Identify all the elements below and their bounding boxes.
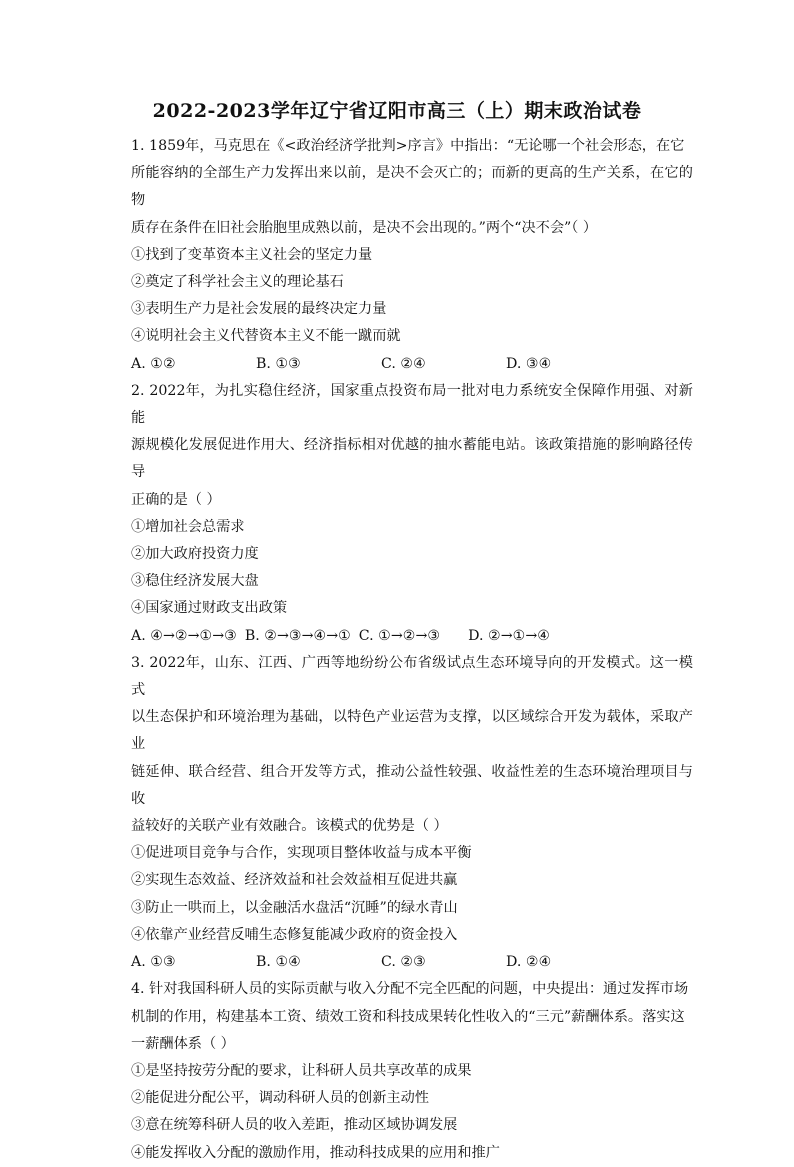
question-stem-line: 链延伸、联合经营、组合开发等方式，推动公益性较强、收益性差的生态环境治理项目与收	[131, 763, 693, 807]
answer-choices	[131, 351, 693, 378]
question-stem-line: 所能容纳的全部生产力发挥出来以前，是决不会灭亡的；而新的更高的生产关系，在它的物	[131, 165, 693, 209]
question-stem-line: 2. 2022年，为扎实稳住经济，国家重点投资布局一批对电力系统安全保障作用强、对新能	[131, 382, 693, 427]
question-stem-line: 以生态保护和环境治理为基础，以特色产业运营为支撑，以区域综合开发为载体，采取产业	[131, 709, 693, 753]
question-stem-line: 一薪酬体系（ ）	[131, 1035, 235, 1052]
statement-option: ④说明社会主义代替资本主义不能一蹴而就	[131, 328, 401, 345]
answer-choices	[131, 949, 693, 976]
statement-option: ③稳住经济发展大盘	[131, 573, 259, 590]
answer-choices	[131, 623, 693, 650]
question-stem-line: 正确的是（ ）	[131, 491, 221, 508]
statement-option: ①增加社会总需求	[131, 518, 245, 535]
statement-option: ②加大政府投资力度	[131, 546, 259, 563]
statement-option: ①找到了变革资本主义社会的坚定力量	[131, 246, 373, 263]
choice-b: B. ①④	[256, 954, 301, 971]
question-1	[131, 133, 693, 378]
question-stem-line: 源规模化发展促进作用大、经济指标相对优越的抽水蓄能电站。该政策措施的影响路径传导	[131, 437, 693, 481]
question-stem-line: 4. 针对我国科研人员的实际贡献与收入分配不完全匹配的问题，中央提出：通过发挥市场	[131, 981, 689, 998]
question-stem-line: 机制的作用，构建基本工资、绩效工资和科技成果转化性收入的“三元”薪酬体系。落实这	[131, 1008, 685, 1025]
statement-option: ③防止一哄而上，以金融活水盘活“沉睡”的绿水青山	[131, 899, 458, 916]
question-stem-line: 3. 2022年，山东、江西、广西等地纷纷公布省级试点生态环境导向的开发模式。这一模式	[131, 654, 693, 699]
question-list	[131, 133, 693, 1167]
statement-option: ④依靠产业经营反哺生态修复能减少政府的资金投入	[131, 926, 458, 943]
choice-a: A. ④→②→①→③	[131, 627, 237, 644]
statement-option: ②实现生态效益、经济效益和社会效益相互促进共赢	[131, 872, 458, 889]
statement-option: ④国家通过财政支出政策	[131, 600, 288, 617]
choice-c: C. ①→②→③	[358, 627, 441, 644]
choice-b: B. ①③	[256, 355, 301, 372]
choice-d: D. ③④	[506, 355, 552, 372]
exam-title: 2022-2023学年辽宁省辽阳市高三（上）期末政治试卷	[152, 100, 642, 122]
question-4	[131, 976, 693, 1166]
question-2	[131, 378, 693, 650]
choice-a: A. ①③	[131, 954, 176, 971]
statement-option: ①是坚持按劳分配的要求，让科研人员共享改革的成果	[131, 1062, 472, 1079]
question-stem-line: 1. 1859年，马克思在《<政治经济学批判>序言》中指出：“无论哪一个社会形态，在它	[131, 138, 685, 154]
statement-option: ④能发挥收入分配的激励作用，推动科技成果的应用和推广	[131, 1144, 500, 1161]
choice-d: D. ②④	[506, 954, 552, 971]
choice-d: D. ②→①→④	[468, 627, 550, 644]
question-stem-line: 质存在条件在旧社会胎胞里成熟以前，是决不会出现的。”两个“决不会”（ ）	[131, 219, 598, 236]
choice-c: C. ②④	[381, 355, 426, 372]
statement-option: ②奠定了科学社会主义的理论基石	[131, 274, 344, 291]
choice-a: A. ①②	[131, 355, 176, 372]
question-3	[131, 650, 693, 976]
question-stem-line: 益较好的关联产业有效融合。该模式的优势是（ ）	[131, 818, 448, 835]
statement-option: ②能促进分配公平，调动科研人员的创新主动性	[131, 1090, 429, 1107]
statement-option: ③表明生产力是社会发展的最终决定力量	[131, 301, 387, 318]
statement-option: ①促进项目竞争与合作，实现项目整体收益与成本平衡	[131, 845, 472, 862]
choice-c: C. ②③	[381, 954, 426, 971]
statement-option: ③意在统筹科研人员的收入差距，推动区域协调发展	[131, 1117, 458, 1134]
choice-b: B. ②→③→④→①	[244, 627, 351, 644]
